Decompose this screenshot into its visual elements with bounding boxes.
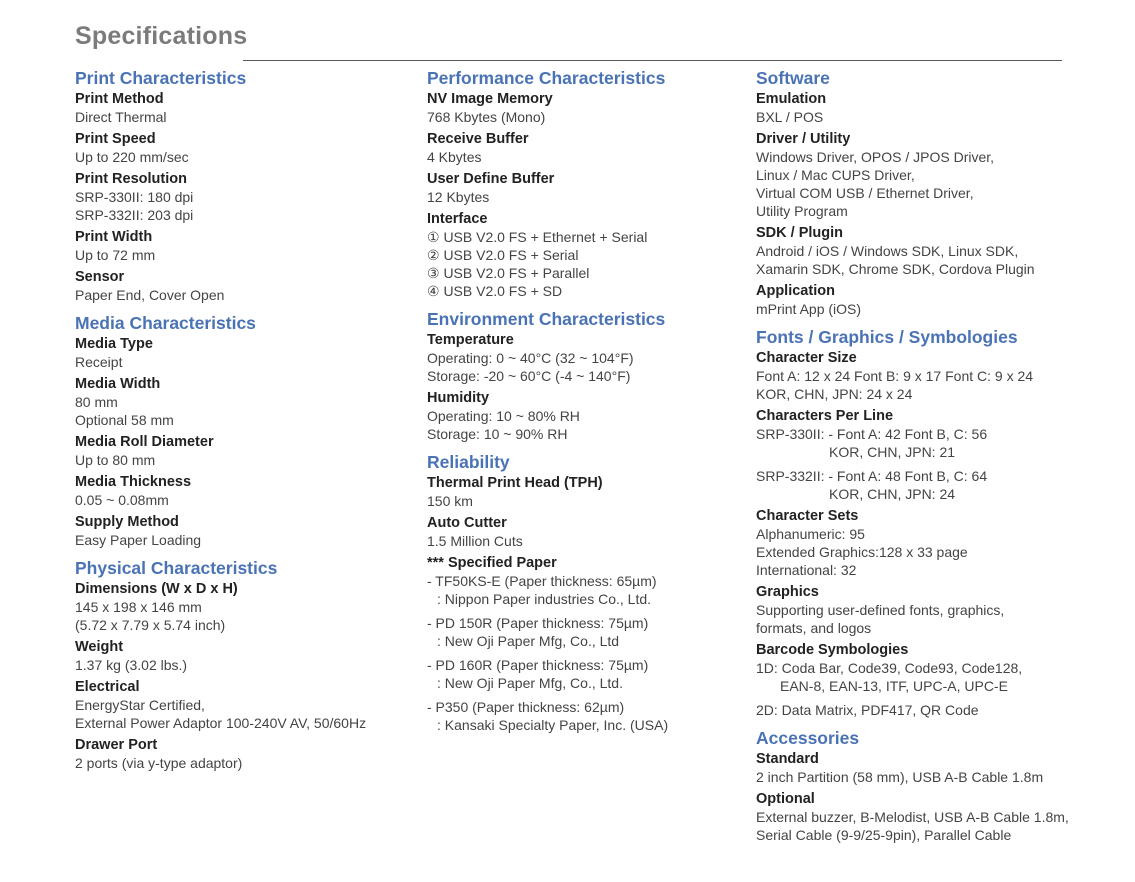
spec-value: 2 inch Partition (58 mm), USB A-B Cable 1.8m: [756, 769, 1044, 785]
spec-value: SRP-330II: 180 dpi: [75, 189, 194, 205]
spec-label: Character Sets: [756, 508, 859, 524]
spec-item: [427, 389, 742, 443]
spec-value: KOR, CHN, JPN: 24: [829, 486, 956, 502]
spec-label: Driver / Utility: [756, 131, 851, 147]
spec-value: Up to 220 mm/sec: [75, 149, 189, 165]
spec-value: Optional 58 mm: [75, 412, 174, 428]
spec-value: ④ USB V2.0 FS + SD: [427, 283, 563, 299]
spec-value: EAN-8, EAN-13, ITF, UPC-A, UPC-E: [780, 678, 1008, 694]
spec-value: Up to 72 mm: [75, 247, 156, 263]
reliability-section: [427, 451, 742, 734]
spec-value: SRP-332II: - Font A: 48 Font B, C: 64: [756, 468, 988, 484]
spec-label: Media Roll Diameter: [75, 434, 214, 450]
spec-label: Optional: [756, 791, 815, 807]
spec-label: Auto Cutter: [427, 515, 507, 531]
spec-item: [756, 750, 1076, 786]
section-title: Environment Characteristics: [427, 309, 666, 329]
spec-label: Interface: [427, 211, 488, 227]
spec-value: (5.72 x 7.79 x 5.74 inch): [75, 617, 226, 633]
spec-label: SDK / Plugin: [756, 225, 843, 241]
print-characteristics-section: [75, 67, 410, 304]
spec-value: Up to 80 mm: [75, 452, 156, 468]
spec-value: 0.05 ~ 0.08mm: [75, 492, 169, 508]
spec-value: Extended Graphics:128 x 33 page: [756, 544, 968, 560]
media-characteristics-section: [75, 312, 410, 549]
paper-name: - PD 150R (Paper thickness: 75µm): [427, 615, 649, 631]
spec-value: International: 32: [756, 562, 857, 578]
paper-name: - PD 160R (Paper thickness: 75µm): [427, 657, 649, 673]
spec-item: [75, 170, 410, 224]
paper-maker: : Kansaki Specialty Paper, Inc. (USA): [437, 717, 669, 733]
spec-value: KOR, CHN, JPN: 24 x 24: [756, 386, 913, 402]
paper-entry: [427, 698, 742, 734]
spec-value: ① USB V2.0 FS + Ethernet + Serial: [427, 229, 648, 245]
spec-value: Alphanumeric: 95: [756, 526, 865, 542]
spec-item: [75, 228, 410, 264]
spec-value: EnergyStar Certified,: [75, 697, 205, 713]
spec-label: Print Speed: [75, 131, 156, 147]
spec-item: [756, 407, 1076, 503]
column-middle: [427, 67, 742, 742]
physical-characteristics-section: [75, 557, 410, 772]
spec-label: Receive Buffer: [427, 131, 529, 147]
spec-value: Supporting user-defined fonts, graphics,: [756, 602, 1005, 618]
paper-entry: [427, 656, 742, 692]
spec-value: Paper End, Cover Open: [75, 287, 225, 303]
paper-name: - TF50KS-E (Paper thickness: 65µm): [427, 573, 657, 589]
performance-characteristics-section: [427, 67, 742, 300]
spec-value: Linux / Mac CUPS Driver,: [756, 167, 915, 183]
paper-entry: [427, 614, 742, 650]
spec-item: [756, 349, 1076, 403]
spec-value: Serial Cable (9-9/25-9pin), Parallel Cable: [756, 827, 1012, 843]
paper-maker: : New Oji Paper Mfg, Co., Ltd.: [437, 675, 623, 691]
spec-item: [427, 514, 742, 550]
spec-value: mPrint App (iOS): [756, 301, 862, 317]
spec-item: [756, 90, 1076, 126]
software-section: [756, 67, 1076, 318]
spec-label: User Define Buffer: [427, 171, 555, 187]
spec-value: KOR, CHN, JPN: 21: [829, 444, 956, 460]
spec-value: 2D: Data Matrix, PDF417, QR Code: [756, 702, 979, 718]
section-title: Physical Characteristics: [75, 558, 278, 578]
spec-label: Standard: [756, 751, 819, 767]
spec-item: [427, 331, 742, 385]
spec-value: Windows Driver, OPOS / JPOS Driver,: [756, 149, 995, 165]
spec-label: Drawer Port: [75, 737, 158, 753]
spec-value: 1.37 kg (3.02 lbs.): [75, 657, 188, 673]
spec-item: [756, 224, 1076, 278]
spec-value: SRP-332II: 203 dpi: [75, 207, 194, 223]
spec-label: Emulation: [756, 91, 827, 107]
spec-item: [75, 473, 410, 509]
section-title: Software: [756, 68, 830, 88]
spec-item: [427, 90, 742, 126]
spec-value: Easy Paper Loading: [75, 532, 202, 548]
spec-value: Virtual COM USB / Ethernet Driver,: [756, 185, 974, 201]
spec-label: Media Type: [75, 336, 153, 352]
paper-name: - P350 (Paper thickness: 62µm): [427, 699, 625, 715]
spec-item: [427, 474, 742, 510]
spec-label: Weight: [75, 639, 124, 655]
spec-value: SRP-330II: - Font A: 42 Font B, C: 56: [756, 426, 988, 442]
paper-maker: : New Oji Paper Mfg, Co., Ltd: [437, 633, 620, 649]
spec-label: Print Method: [75, 91, 164, 107]
spec-value: 2 ports (via y-type adaptor): [75, 755, 243, 771]
spec-item: [756, 130, 1076, 220]
spec-item: [75, 638, 410, 674]
spec-item: [756, 282, 1076, 318]
spec-label: Graphics: [756, 584, 819, 600]
spec-value: 768 Kbytes (Mono): [427, 109, 546, 125]
spec-value: Operating: 10 ~ 80% RH: [427, 408, 580, 424]
spec-item: [75, 130, 410, 166]
spec-item: [75, 736, 410, 772]
spec-value: BXL / POS: [756, 109, 824, 125]
spec-value: Receipt: [75, 354, 123, 370]
spec-value: ② USB V2.0 FS + Serial: [427, 247, 579, 263]
spec-item: [756, 507, 1076, 579]
column-right: [756, 67, 1076, 852]
spec-item: [427, 210, 742, 300]
spec-value: Android / iOS / Windows SDK, Linux SDK,: [756, 243, 1019, 259]
spec-label: Humidity: [427, 390, 490, 406]
spec-value: External buzzer, B-Melodist, USB A-B Cable 1.8m,: [756, 809, 1069, 825]
spec-item: [75, 90, 410, 126]
section-title: Fonts / Graphics / Symbologies: [756, 327, 1018, 347]
spec-item: [75, 678, 410, 732]
spec-label: NV Image Memory: [427, 91, 553, 107]
spec-item: [75, 375, 410, 429]
section-title: Accessories: [756, 728, 860, 748]
spec-value: Xamarin SDK, Chrome SDK, Cordova Plugin: [756, 261, 1035, 277]
spec-label: Dimensions (W x D x H): [75, 581, 238, 597]
spec-label: Application: [756, 283, 835, 299]
accessories-section: [756, 727, 1076, 844]
spec-item: [75, 268, 410, 304]
spec-item: [427, 554, 742, 734]
spec-label: Sensor: [75, 269, 125, 285]
spec-value: Operating: 0 ~ 40°C (32 ~ 104°F): [427, 350, 634, 366]
spec-value: Font A: 12 x 24 Font B: 9 x 17 Font C: 9 x 24: [756, 368, 1034, 384]
spec-value: formats, and logos: [756, 620, 872, 636]
spec-label: Print Width: [75, 229, 153, 245]
spec-value: 145 x 198 x 146 mm: [75, 599, 202, 615]
section-title: Print Characteristics: [75, 68, 247, 88]
spec-label: Thermal Print Head (TPH): [427, 475, 603, 491]
section-title: Performance Characteristics: [427, 68, 666, 88]
page-title: Specifications: [75, 22, 248, 50]
spec-value: 80 mm: [75, 394, 118, 410]
fonts-graphics-symbologies-section: [756, 326, 1076, 719]
spec-label: Characters Per Line: [756, 408, 894, 424]
spec-value: Storage: -20 ~ 60°C (-4 ~ 140°F): [427, 368, 631, 384]
spec-value: 4 Kbytes: [427, 149, 482, 165]
spec-value: 1D: Coda Bar, Code39, Code93, Code128,: [756, 660, 1023, 676]
spec-label: *** Specified Paper: [427, 555, 557, 571]
spec-label: Media Width: [75, 376, 161, 392]
spec-label: Character Size: [756, 350, 857, 366]
spec-value: 12 Kbytes: [427, 189, 490, 205]
spec-value: 1.5 Million Cuts: [427, 533, 523, 549]
spec-item: [75, 513, 410, 549]
spec-item: [427, 130, 742, 166]
spec-item: [756, 583, 1076, 637]
spec-label: Electrical: [75, 679, 140, 695]
spec-label: Print Resolution: [75, 171, 187, 187]
column-left: [75, 67, 410, 780]
spec-item: [75, 433, 410, 469]
title-divider: [243, 60, 1062, 61]
spec-value: ③ USB V2.0 FS + Parallel: [427, 265, 590, 281]
spec-label: Temperature: [427, 332, 514, 348]
paper-maker: : Nippon Paper industries Co., Ltd.: [437, 591, 652, 607]
spec-value: External Power Adaptor 100-240V AV, 50/60Hz: [75, 715, 367, 731]
paper-entry: [427, 572, 742, 608]
spec-value: 150 km: [427, 493, 473, 509]
spec-label: Barcode Symbologies: [756, 642, 909, 658]
section-title: Reliability: [427, 452, 510, 472]
spec-item: [756, 790, 1076, 844]
spec-item: [75, 335, 410, 371]
spec-value: Direct Thermal: [75, 109, 167, 125]
spec-value: Storage: 10 ~ 90% RH: [427, 426, 568, 442]
spec-item: [75, 580, 410, 634]
section-title: Media Characteristics: [75, 313, 256, 333]
spec-item: [756, 641, 1076, 719]
spec-item: [427, 170, 742, 206]
spec-label: Supply Method: [75, 514, 179, 530]
environment-characteristics-section: [427, 308, 742, 443]
spec-value: Utility Program: [756, 203, 848, 219]
spec-label: Media Thickness: [75, 474, 192, 490]
